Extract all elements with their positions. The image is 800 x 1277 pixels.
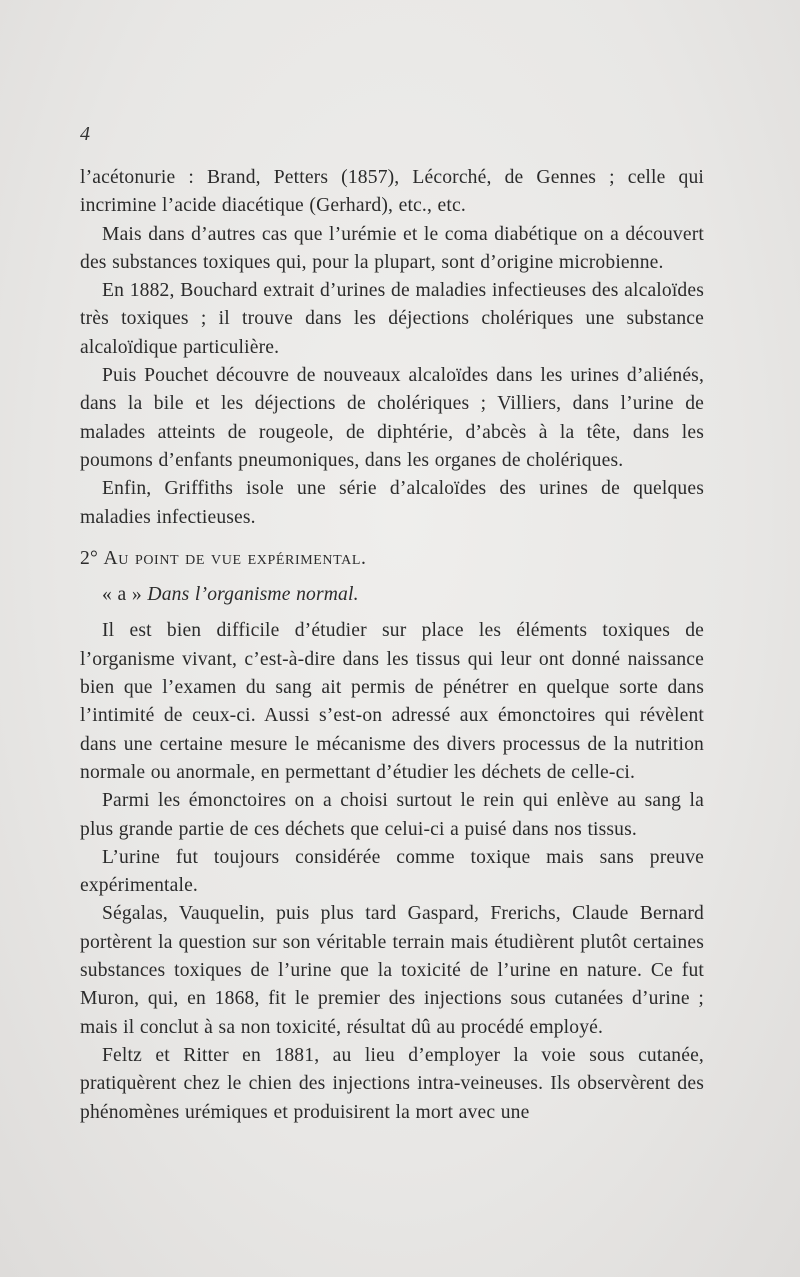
paragraph: L’urine fut toujours considérée comme toxique mais sans preuve expérimentale.: [80, 846, 704, 897]
body-text: [80, 164, 704, 1127]
paragraph-continued: l’acétonurie : Brand, Petters (1857), Lécorché, de Gennes ; celle qui incrimine l’acide diacétique (Gerhard), etc., etc.: [80, 167, 704, 217]
paragraph: Ségalas, Vauquelin, puis plus tard Gaspard, Frerichs, Claude Bernard portèrent la question sur son véritable terrain mais étudièrent plutôt certaines substances toxiques de l’urine que la toxicité de l’urine en nature. Ce fut Muron, qui, en 1868, fit le premier des injections sous cutanées d’urine ; mais il conclut à sa non toxicité, résultat dû au procédé employé.: [80, 903, 704, 1038]
paragraph: En 1882, Bouchard extrait d’urines de maladies infectieuses des alcaloïdes très toxiques ; il trouve dans les déjections cholériques une substance alcaloïdique particulière.: [80, 280, 704, 358]
section-title: Au point de vue expérimental.: [103, 547, 367, 569]
paragraph: Parmi les émonctoires on a choisi surtout le rein qui enlève au sang la plus grande partie de ces déchets que celui-ci a puisé dans nos tissus.: [80, 790, 704, 840]
subsection-heading: [102, 581, 704, 609]
subsection-title: Dans l’organisme normal.: [147, 584, 359, 606]
paragraph: Il est bien difficile d’étudier sur place les éléments toxiques de l’organisme vivant, c’est-à-dire dans les tissus qui leur ont donné naissance bien que l’examen du sang ait permis de pénétrer en quelque sorte dans l’intimité de ceux-ci. Aussi s’est-on adressé aux émonctoires qui révèlent dans une certaine mesure le mécanisme des divers processus de la nutrition normale ou anormale, en permettant d’étudier les déchets de celle-ci.: [80, 620, 704, 783]
paragraph: Feltz et Ritter en 1881, au lieu d’employer la voie sous cutanée, pratiquèrent chez le chien des injections intra-veineuses. Ils observèrent des phénomènes urémiques et produisirent la mort avec une: [80, 1044, 704, 1123]
paragraph: Mais dans d’autres cas que l’urémie et le coma diabétique on a découvert des substances toxiques qui, pour la plupart, sont d’origine microbienne.: [80, 223, 704, 273]
subsection-marker: « a »: [102, 584, 142, 606]
section-heading: [80, 545, 704, 573]
page-number: 4: [80, 123, 90, 145]
section-number: 2°: [80, 547, 98, 569]
paragraph: Enfin, Griffiths isole une série d’alcaloïdes des urines de quelques maladies infectieuses.: [80, 478, 704, 528]
paragraph: Puis Pouchet découvre de nouveaux alcaloïdes dans les urines d’aliénés, dans la bile et les déjections de cholériques ; Villiers, dans l’urine de malades atteints de rougeole, de diphtérie, d’abcès à la tête, dans les poumons d’enfants pneumoniques, dans les organes de cholériques.: [80, 365, 704, 471]
